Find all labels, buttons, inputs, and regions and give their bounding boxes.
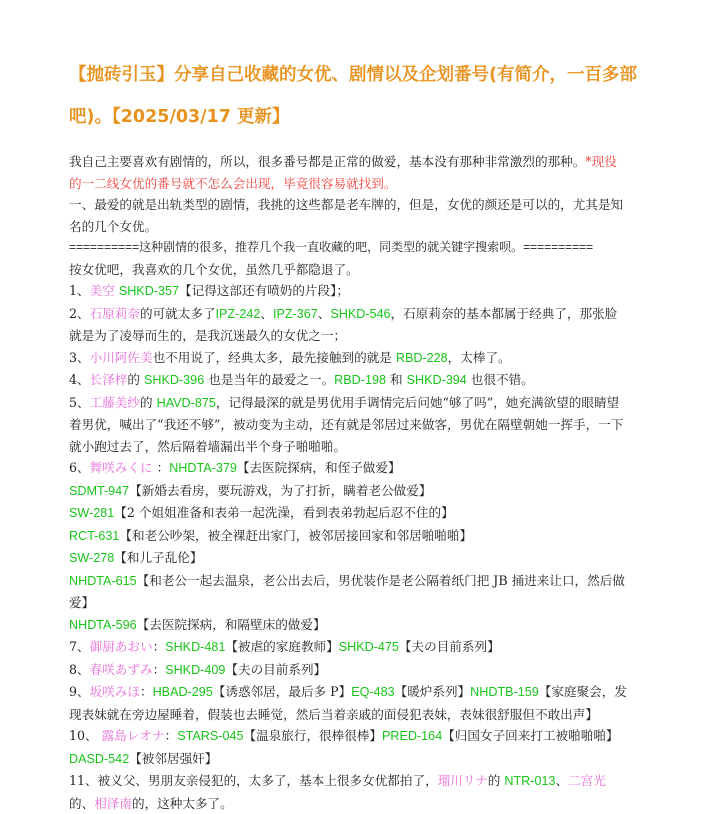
item-number: 1、 [69,283,90,298]
code-label: SHKD-396 [144,373,205,387]
code-label: NHDTB-159 [470,685,539,699]
item-number: 3、 [69,349,90,365]
list-item [69,614,629,637]
code-label: SHKD-481 [165,640,226,654]
actress-name: 美空 [89,283,115,298]
item-desc: 【和老公吵架，被全裸赶出家门，被邻居接回家和邻居啪啪啪】 [119,527,473,543]
item-number: 11、 [69,773,98,788]
code-label: SDMT-947 [69,483,130,498]
item-desc: 的，这种太多了。 [131,795,233,811]
item-text: 和 [389,372,403,387]
actress-name: 瑠川リナ [437,773,488,788]
code-label: NHDTA-596 [69,617,137,632]
divider-paragraph: ==========这种剧情的很多，推荐几个我一直收藏的吧，同类型的就关键字搜索呗。========== [69,240,594,254]
item-number: 7、 [69,639,90,654]
list-item [69,392,629,458]
list-item [69,547,629,570]
item-desc: 【新婚去看房，要玩游戏，为了打折，瞒着老公做爱】 [129,482,432,498]
paragraph-1: 一、最爱的就是出轨类型的剧情，我挑的这些都是老车牌的，但是，女优的颜还是可以的，尤其是知名的几个女优。 [69,197,624,234]
item-number: 6、 [69,460,90,475]
code-label: RBD-228 [395,350,448,365]
list-item [69,659,629,682]
item-desc: 【暖炉系列】 [394,684,471,699]
list-item [69,480,629,503]
item-text: 的可就太多了 [139,305,216,321]
item-number: 8、 [69,661,90,677]
item-desc: ，记得最深的就是男优用手调情完后问她“够了吗”，她充满欲望的眼睛望着男优，喊出了“我还不够”，被动变为主动，还有就是邻居过来做客，男优在隔壁朝她一挥手，一下就小跑过去了，然后隔着墙漏出半个身子啪啪啪。 [69,394,624,454]
article-body [69,151,629,814]
actress-name: 春咲あずみ [89,661,153,677]
list-item [69,280,629,303]
code-label: SHKD-409 [165,662,226,677]
item-desc: 【家庭聚会，发现表妹就在旁边屋睡着，假装也去睡觉，然后当着亲戚的面侵犯表妹，表妹很舒服但不敢出声】 [69,684,627,722]
item-number: 9、 [69,684,90,699]
item-desc: 【温泉旅行，很棒很棒】 [243,728,382,743]
actress-name: 长泽梓 [89,372,128,387]
page-title: 【抛砖引玉】分享自己收藏的女优、剧情以及企划番号(有简介，一百多部吧)。【2025/03/17 更新】 [69,65,637,127]
actress-name: 二宫光 [568,773,606,788]
code-label: DASD-542 [69,751,130,766]
item-desc: 【夫の目前系列】 [398,639,500,654]
item-text: 被义父、男朋友亲侵犯的，太多了，基本上很多女优都拍了， [97,773,438,788]
actress-name: 相泽南 [94,795,132,811]
code-label: PRED-164 [382,729,443,743]
item-desc: 【归国女子回来打工被啪啪啪】 [442,728,619,743]
intro-text: 我自己主要喜欢有剧情的，所以，很多番号都是正常的做爱，基本没有那种非常激烈的那种。 [69,154,586,169]
code-label: HAVD-875 [156,395,216,410]
separator: ： [156,460,170,475]
actress-name: 小川阿佐美 [89,349,153,365]
separator: 、 [317,305,331,321]
separator: 、 [260,305,273,321]
item-number: 5、 [69,394,90,410]
separator: ： [152,661,166,677]
item-text: 的 [487,773,501,788]
item-text: 的、 [69,795,95,811]
actress-name: 石原莉奈 [89,305,140,321]
code-label: HBAD-295 [152,685,213,699]
item-desc: 也很不错。 [470,372,534,387]
code-label: NTR-013 [504,774,556,788]
separator: ： [139,684,153,699]
list-item [69,570,629,614]
item-text: 的 [139,394,153,410]
code-label: NHDTA-615 [69,573,137,588]
intro-note: *现役的一二线女优的番号就不怎么会出现，毕竟很容易就找到。 [69,154,617,191]
list-item [69,636,629,659]
list-item [69,369,629,392]
code-label: SW-278 [69,551,115,565]
code-label: EQ-483 [351,685,395,699]
list-item [69,525,629,548]
item-desc: 【去医院探病，和侄子做爱】 [236,460,401,475]
separator: ： [152,639,166,654]
code-label: RCT-631 [69,528,120,543]
item-text: 也不用说了，经典太多，最先接触到的就是 [152,349,392,365]
actress-name: 坂咲みほ [89,684,140,699]
item-desc: 【去医院探病，和隔壁床的做爱】 [136,616,326,632]
separator: ： [164,728,178,743]
separator: 、 [555,773,569,788]
item-desc: ，太棒了。 [447,349,511,365]
code-label: SHKD-546 [330,306,391,321]
item-text: 也是当年的最爱之一。 [208,372,335,387]
item-number: 4、 [69,372,90,387]
item-number: 10、 [69,728,98,743]
intro-paragraph [69,151,629,194]
actress-name: 露島レオナ [101,728,165,743]
item-text: 的 [127,372,140,387]
actress-name: 工藤美纱 [89,394,140,410]
code-label: NHDTA-379 [169,461,237,475]
item-number: 2、 [69,305,90,321]
code-label: SW-281 [69,506,115,520]
item-desc: 【夫の目前系列】 [225,661,327,677]
actress-name: 舞咲みくに [89,460,153,475]
code-label: IPZ-367 [272,306,318,321]
list-item [69,681,629,725]
list-item [69,457,629,480]
item-desc: 【记得这部还有喷奶的片段】； [179,283,350,298]
item-desc: 【诱惑邻居，最后多 P】 [212,684,352,699]
list-item [69,725,629,770]
actress-name: 御厨あおい [89,639,153,654]
item-desc: 【被虐的家庭教师】 [225,639,339,654]
paragraph-3: 按女优吧，我喜欢的几个女优，虽然几乎都隐退了。 [69,261,359,277]
code-label: SHKD-357 [118,284,180,298]
item-desc: 【被邻居强奸】 [129,750,218,766]
list-item [69,347,629,370]
code-label: SHKD-475 [338,640,399,654]
item-desc: ，石原莉奈的基本都属于经典了，那张脸就是为了凌辱而生的，是我沉迷最久的女优之一； [69,305,618,343]
code-label: IPZ-242 [215,306,261,321]
item-desc: 【和儿子乱伦】 [114,550,203,565]
code-label: RBD-198 [334,373,386,387]
list-item [69,303,629,347]
list-item [69,502,629,525]
item-desc: 【和老公一起去温泉，老公出去后，男优装作是老公隔着纸门把 JB 捅进来让口，然后做爱】 [69,572,625,610]
code-label: STARS-045 [177,729,244,743]
list-item [69,770,629,814]
code-label: SHKD-394 [406,373,467,387]
item-desc: 【2 个姐姐准备和表弟一起洗澡，看到表弟勃起后忍不住的】 [114,505,454,520]
